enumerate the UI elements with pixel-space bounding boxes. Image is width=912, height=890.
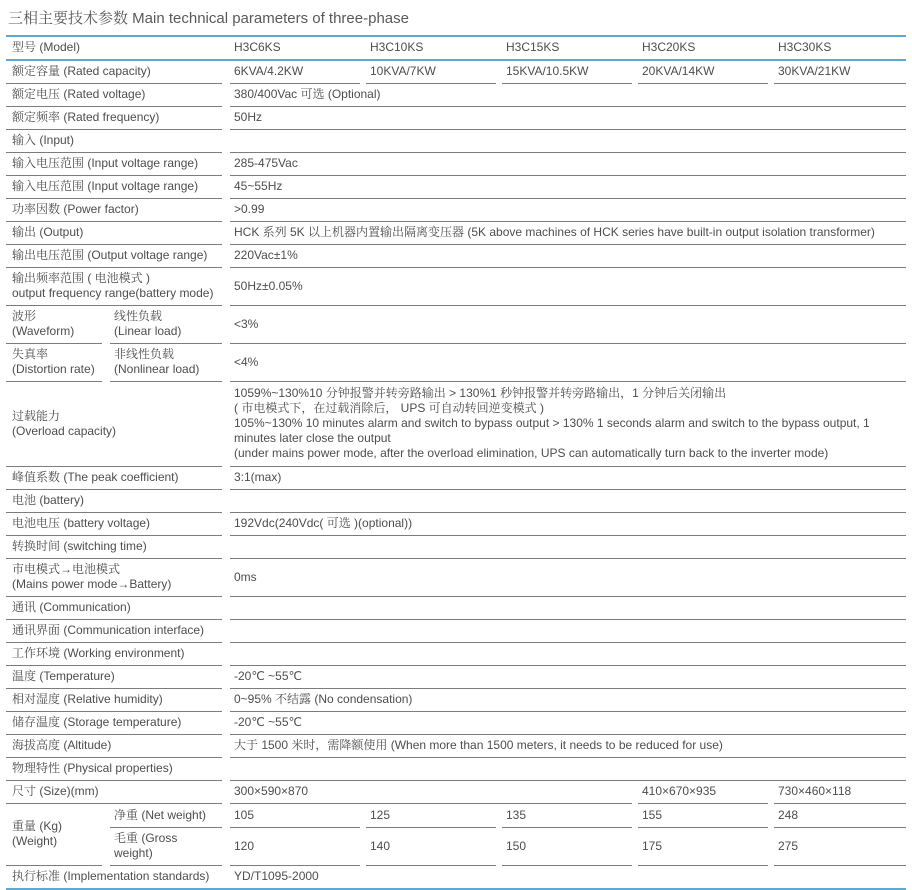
spec-sublabel-cn: 线性负载 [114,309,163,323]
row-communication-interface [6,620,906,643]
spec-sublabel-en: (Linear load) [114,324,182,338]
spec-label-en: (Distortion rate) [12,362,95,376]
row-peak-coefficient [6,467,906,490]
capacity-value: 30KVA/21KW [774,61,906,84]
gross-weight-value: 140 [366,828,496,866]
gross-weight-value: 150 [502,828,632,866]
spec-label: 型号 (Model) [12,40,81,54]
net-weight-value: 135 [502,804,632,828]
spec-label-en: (Mains power mode→Battery) [12,577,172,591]
spec-label [6,268,222,306]
spec-label-cn: 失真率 [12,347,49,361]
spec-label: 温度 (Temperature) [6,666,222,689]
capacity-value: 15KVA/10.5KW [502,61,632,84]
row-battery-section [6,490,906,513]
row-input-frequency-range [6,176,906,199]
spec-value: 0~95% 不结露 (No condensation) [230,689,906,712]
spec-value: 大于 1500 米时，需降额使用 (When more than 1500 meters, it needs to be reduced for use) [230,735,906,758]
section-label: 输出 (Output) [6,222,222,245]
row-implementation-standards [6,866,906,888]
row-relative-humidity [6,689,906,712]
overload-line: 1059%~130%10 分钟报警并转旁路输出 > 130%1 秒钟报警并转旁路输出，1 分钟后关闭输出 [234,386,727,400]
spec-value: -20℃ ~55℃ [230,666,906,689]
spec-label: 额定频率 (Rated frequency) [6,107,222,130]
row-working-environment-section [6,643,906,666]
spec-label: 电池电压 (battery voltage) [6,513,222,536]
spec-label-en: (Overload capacity) [12,423,117,438]
spec-value [230,490,906,513]
size-value: 730×460×118 [774,781,906,804]
row-model [6,37,906,61]
spec-label-cn: 过载能力 [12,408,61,423]
spec-label [6,559,222,597]
spec-value: 192Vdc(240Vdc( 可选 )(optional)) [230,513,906,536]
overload-line: ( 市电模式下，在过载消除后， UPS 可自动转回逆变模式 ) [234,401,545,415]
section-label: 输入 (Input) [6,130,222,153]
overload-line: 105%~130% 10 minutes alarm and switch to bypass output > 130% 1 seconds alarm and switch to the bypass output, 1 minutes later close the output [234,416,870,445]
spec-value: -20℃ ~55℃ [230,712,906,735]
gross-weight-value: 175 [638,828,768,866]
weight-rows [110,804,906,866]
row-distortion-nonlinear [6,344,906,382]
row-input-voltage-range [6,153,906,176]
spec-value: 45~55Hz [230,176,906,199]
spec-label: 尺寸 (Size)(mm) [6,781,222,804]
spec-value [230,643,906,666]
spec-value [230,130,906,153]
row-net-weight [110,804,906,828]
row-altitude [6,735,906,758]
net-weight-value: 125 [366,804,496,828]
row-temperature [6,666,906,689]
spec-value: YD/T1095-2000 [234,869,319,883]
section-label: 电池 (battery) [6,490,222,513]
size-value: 410×670×935 [638,781,768,804]
spec-label: 相对湿度 (Relative humidity) [6,689,222,712]
capacity-value: 6KVA/4.2KW [230,61,360,84]
spec-label: 储存温度 (Storage temperature) [6,712,222,735]
page-title: 三相主要技术参数 Main technical parameters of three-phase [8,10,409,27]
model-value: H3C6KS [234,40,281,54]
spec-value [230,758,906,781]
spec-value: 50Hz±0.05% [230,268,906,306]
row-output-frequency-range [6,268,906,306]
row-battery-voltage [6,513,906,536]
spec-label [6,306,102,344]
spec-label: 额定容量 (Rated capacity) [6,61,222,84]
row-communication-section [6,597,906,620]
spec-value [230,620,906,643]
spec-value [230,536,906,559]
row-size [6,781,906,804]
section-label: 工作环境 (Working environment) [6,643,222,666]
spec-label: 海拔高度 (Altitude) [6,735,222,758]
spec-value: <4% [230,344,906,382]
row-rated-capacity [6,61,906,84]
row-storage-temperature [6,712,906,735]
spec-label: 额定电压 (Rated voltage) [6,84,222,107]
spec-label: 输入电压范围 (Input voltage range) [6,176,222,199]
net-weight-label: 净重 (Net weight) [110,804,222,828]
spec-value: 50Hz [230,107,906,130]
spec-label-en: (Waveform) [12,324,75,338]
overload-line: (under mains power mode, after the overload elimination, UPS can automatically turn back to the inverter mode) [234,446,829,460]
spec-label [6,382,222,467]
size-value: 300×590×870 [230,781,632,804]
net-weight-value: 248 [774,804,906,828]
weight-label-en: (Weight) [12,834,58,848]
section-label: 转换时间 (switching time) [6,536,222,559]
capacity-value: 10KVA/7KW [366,61,496,84]
spec-table [6,35,906,890]
spec-value: 0ms [230,559,906,597]
spec-label: 峰值系数 (The peak coefficient) [6,467,222,490]
row-rated-voltage [6,84,906,107]
gross-weight-value: 275 [774,828,906,866]
model-value: H3C30KS [778,40,832,54]
net-weight-value: 105 [230,804,360,828]
net-weight-value: 155 [638,804,768,828]
row-weight [6,804,906,866]
capacity-value: 20KVA/14KW [638,61,768,84]
spec-sublabel-cn: 非线性负载 [114,347,175,361]
spec-value [230,382,906,467]
spec-label: 功率因数 (Power factor) [6,199,222,222]
row-power-factor [6,199,906,222]
spec-value: 285-475Vac [230,153,906,176]
spec-label: 输入电压范围 (Input voltage range) [6,153,222,176]
spec-label: 输出电压范围 (Output voltage range) [6,245,222,268]
row-waveform-linear [6,306,906,344]
spec-value: 220Vac±1% [230,245,906,268]
spec-label-cn: 波形 [12,309,37,323]
gross-weight-label: 毛重 (Gross weight) [110,828,222,866]
row-gross-weight [110,828,906,866]
spec-value: >0.99 [230,199,906,222]
row-mains-to-battery [6,559,906,597]
model-value: H3C10KS [370,40,424,54]
section-label: 通讯 (Communication) [6,597,222,620]
spec-label-en: output frequency range(battery mode) [12,286,214,300]
spec-label-cn: 输出频率范围 ( 电池模式 ) [12,271,150,285]
row-input-section [6,130,906,153]
spec-value: <3% [230,306,906,344]
spec-label: 通讯界面 (Communication interface) [6,620,222,643]
spec-value [230,597,906,620]
spec-sublabel [110,306,222,344]
model-value: H3C15KS [506,40,560,54]
spec-label [6,344,102,382]
row-rated-frequency [6,107,906,130]
spec-value: HCK 系列 5K 以上机器内置输出隔离变压器 (5K above machines of HCK series have built-in output isolation transformer) [230,222,906,245]
gross-weight-value: 120 [230,828,360,866]
weight-label [6,804,102,866]
row-output-section [6,222,906,245]
spec-label-cn: 市电模式→电池模式 [12,562,121,576]
row-overload-capacity [6,382,906,467]
model-value: H3C20KS [642,40,696,54]
spec-value: 380/400Vac 可选 (Optional) [230,84,906,107]
spec-label: 执行标准 (Implementation standards) [12,869,210,883]
section-label: 物理特性 (Physical properties) [6,758,222,781]
row-physical-properties-section [6,758,906,781]
spec-sublabel [110,344,222,382]
row-output-voltage-range [6,245,906,268]
spec-value: 3:1(max) [230,467,906,490]
weight-label-cn: 重量 (Kg) [12,819,63,833]
row-switching-time [6,536,906,559]
spec-sublabel-en: (Nonlinear load) [114,362,200,376]
